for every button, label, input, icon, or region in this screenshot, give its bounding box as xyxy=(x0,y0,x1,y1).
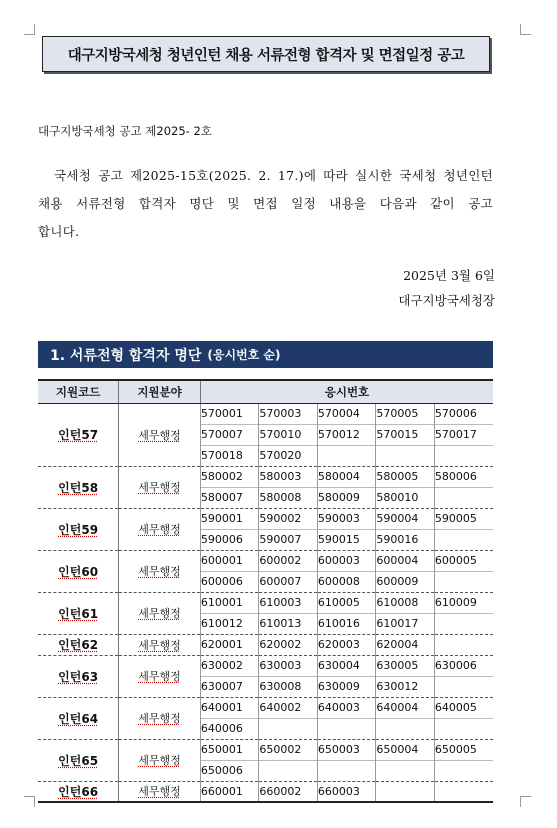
cell-applicant-number xyxy=(376,445,435,466)
field-text: 세무행정 xyxy=(138,481,181,494)
field-text: 세무행정 xyxy=(138,785,181,799)
cell-applicant-number: 610009 xyxy=(434,592,493,613)
cell-applicant-number: 640005 xyxy=(434,697,493,718)
cell-applicant-number: 600007 xyxy=(259,571,318,592)
cell-applicant-number: 630005 xyxy=(376,655,435,676)
cell-applicant-number xyxy=(376,760,435,781)
page-corner-mark xyxy=(520,24,531,35)
table-body xyxy=(38,403,493,802)
cell-applicant-number: 570001 xyxy=(200,403,259,424)
cell-applicant-number: 600002 xyxy=(259,550,318,571)
field-text: 세무행정 xyxy=(138,712,181,725)
page-corner-mark xyxy=(24,796,35,807)
table-row xyxy=(38,403,493,424)
cell-applicant-number: 570010 xyxy=(259,424,318,445)
cell-applicant-number: 620001 xyxy=(200,634,259,655)
cell-applicant-number: 650005 xyxy=(434,739,493,760)
cell-applicant-number: 580010 xyxy=(376,487,435,508)
cell-field xyxy=(119,508,201,550)
cell-code xyxy=(38,466,119,508)
notice-date: 2025년 3월 6일 xyxy=(403,268,495,283)
cell-applicant-number: 590005 xyxy=(434,508,493,529)
table-row xyxy=(38,508,493,529)
code-text: 인턴65 xyxy=(58,753,99,768)
cell-applicant-number: 640002 xyxy=(259,697,318,718)
code-text: 인턴58 xyxy=(58,480,99,495)
cell-applicant-number: 590015 xyxy=(317,529,376,550)
field-text: 세무행정 xyxy=(138,565,181,578)
cell-applicant-number: 590016 xyxy=(376,529,435,550)
applicant-table xyxy=(38,379,493,803)
cell-applicant-number: 610017 xyxy=(376,613,435,634)
cell-code xyxy=(38,781,119,802)
cell-code xyxy=(38,655,119,697)
cell-applicant-number: 640003 xyxy=(317,697,376,718)
cell-applicant-number: 570005 xyxy=(376,403,435,424)
cell-code xyxy=(38,739,119,781)
cell-applicant-number: 660002 xyxy=(259,781,318,802)
table-row xyxy=(38,781,493,802)
cell-applicant-number: 600005 xyxy=(434,550,493,571)
cell-field xyxy=(119,739,201,781)
cell-applicant-number: 610013 xyxy=(259,613,318,634)
section-title: 1. 서류전형 합격자 명단 xyxy=(50,347,202,364)
cell-applicant-number: 600004 xyxy=(376,550,435,571)
cell-applicant-number: 630007 xyxy=(200,676,259,697)
cell-applicant-number: 570018 xyxy=(200,445,259,466)
cell-applicant-number xyxy=(434,676,493,697)
cell-applicant-number: 650002 xyxy=(259,739,318,760)
document-title-text: 대구지방국세청 청년인턴 채용 서류전형 합격자 및 면접일정 공고 xyxy=(67,47,465,64)
cell-applicant-number xyxy=(434,781,493,802)
code-text: 인턴66 xyxy=(58,784,99,799)
field-text: 세무행정 xyxy=(138,638,181,652)
cell-applicant-number: 620004 xyxy=(376,634,435,655)
cell-applicant-number: 630009 xyxy=(317,676,376,697)
document-title xyxy=(42,36,490,72)
table-row xyxy=(38,466,493,487)
notice-signer: 대구지방국세청장 xyxy=(398,293,495,308)
cell-code xyxy=(38,592,119,634)
notice-number: 대구지방국세청 공고 제2025- 2호 xyxy=(38,124,212,138)
table-row xyxy=(38,592,493,613)
cell-applicant-number: 570015 xyxy=(376,424,435,445)
cell-applicant-number: 590003 xyxy=(317,508,376,529)
field-text: 세무행정 xyxy=(138,754,181,767)
field-text: 세무행정 xyxy=(138,523,181,536)
cell-applicant-number: 610008 xyxy=(376,592,435,613)
code-text: 인턴63 xyxy=(58,669,99,684)
cell-applicant-number: 570012 xyxy=(317,424,376,445)
header-field: 지원분야 xyxy=(119,380,201,403)
cell-applicant-number: 620002 xyxy=(259,634,318,655)
page-corner-mark xyxy=(24,24,35,35)
table-row xyxy=(38,739,493,760)
cell-field xyxy=(119,655,201,697)
cell-applicant-number: 630006 xyxy=(434,655,493,676)
cell-applicant-number: 590007 xyxy=(259,529,318,550)
cell-applicant-number xyxy=(434,445,493,466)
cell-applicant-number: 610016 xyxy=(317,613,376,634)
cell-applicant-number: 590006 xyxy=(200,529,259,550)
cell-applicant-number: 570007 xyxy=(200,424,259,445)
cell-field xyxy=(119,634,201,655)
cell-applicant-number: 630008 xyxy=(259,676,318,697)
cell-applicant-number xyxy=(317,445,376,466)
cell-applicant-number xyxy=(434,613,493,634)
cell-applicant-number: 580002 xyxy=(200,466,259,487)
cell-applicant-number: 660001 xyxy=(200,781,259,802)
field-text: 세무행정 xyxy=(138,428,181,442)
cell-applicant-number: 600001 xyxy=(200,550,259,571)
table-row xyxy=(38,655,493,676)
cell-applicant-number xyxy=(434,487,493,508)
cell-field xyxy=(119,592,201,634)
field-text: 세무행정 xyxy=(138,607,181,620)
cell-applicant-number: 650004 xyxy=(376,739,435,760)
cell-applicant-number xyxy=(317,760,376,781)
body-line: 국세청 공고 제2025-15호(2025. 2. 17.)에 따라 실시한 국세청 청년인턴 xyxy=(54,168,493,183)
cell-applicant-number xyxy=(259,718,318,739)
cell-applicant-number: 580008 xyxy=(259,487,318,508)
table-header-row xyxy=(38,380,493,403)
cell-applicant-number: 580004 xyxy=(317,466,376,487)
cell-applicant-number xyxy=(434,718,493,739)
cell-applicant-number xyxy=(259,760,318,781)
page-corner-mark xyxy=(520,796,531,807)
cell-applicant-number: 570003 xyxy=(259,403,318,424)
cell-applicant-number: 630002 xyxy=(200,655,259,676)
cell-applicant-number: 650003 xyxy=(317,739,376,760)
cell-applicant-number xyxy=(434,760,493,781)
cell-applicant-number: 580005 xyxy=(376,466,435,487)
cell-applicant-number: 630012 xyxy=(376,676,435,697)
cell-applicant-number: 570017 xyxy=(434,424,493,445)
cell-applicant-number: 640004 xyxy=(376,697,435,718)
cell-applicant-number: 630003 xyxy=(259,655,318,676)
section-header xyxy=(38,341,493,368)
cell-applicant-number xyxy=(434,529,493,550)
cell-applicant-number: 610001 xyxy=(200,592,259,613)
section-subtitle: (응시번호 순) xyxy=(207,348,281,362)
cell-field xyxy=(119,781,201,802)
cell-applicant-number: 580006 xyxy=(434,466,493,487)
code-text: 인턴62 xyxy=(58,638,99,652)
code-text: 인턴60 xyxy=(58,564,99,579)
cell-applicant-number: 620003 xyxy=(317,634,376,655)
cell-applicant-number: 570020 xyxy=(259,445,318,466)
cell-code xyxy=(38,634,119,655)
cell-applicant-number: 600009 xyxy=(376,571,435,592)
header-code: 지원코드 xyxy=(38,380,119,403)
cell-code xyxy=(38,550,119,592)
cell-applicant-number xyxy=(434,634,493,655)
cell-applicant-number: 570006 xyxy=(434,403,493,424)
cell-applicant-number: 630004 xyxy=(317,655,376,676)
body-line: 합니다. xyxy=(38,224,80,239)
cell-applicant-number: 650001 xyxy=(200,739,259,760)
cell-applicant-number: 580009 xyxy=(317,487,376,508)
cell-applicant-number: 650006 xyxy=(200,760,259,781)
cell-applicant-number: 590002 xyxy=(259,508,318,529)
cell-applicant-number xyxy=(317,718,376,739)
notice-body xyxy=(38,162,493,246)
cell-applicant-number: 570004 xyxy=(317,403,376,424)
cell-applicant-number: 610003 xyxy=(259,592,318,613)
cell-applicant-number: 590001 xyxy=(200,508,259,529)
cell-field xyxy=(119,550,201,592)
code-text: 인턴59 xyxy=(58,522,99,537)
cell-field xyxy=(119,403,201,466)
cell-applicant-number: 640006 xyxy=(200,718,259,739)
header-numbers: 응시번호 xyxy=(200,380,493,403)
cell-applicant-number: 580003 xyxy=(259,466,318,487)
cell-applicant-number xyxy=(376,781,435,802)
table-row xyxy=(38,550,493,571)
body-line: 채용 서류전형 합격자 명단 및 면접 일정 내용을 다음과 같이 공고 xyxy=(38,196,493,211)
cell-applicant-number: 600006 xyxy=(200,571,259,592)
table-row xyxy=(38,697,493,718)
cell-applicant-number: 610005 xyxy=(317,592,376,613)
cell-applicant-number xyxy=(376,718,435,739)
cell-applicant-number: 600008 xyxy=(317,571,376,592)
cell-field xyxy=(119,697,201,739)
cell-code xyxy=(38,508,119,550)
code-text: 인턴64 xyxy=(58,711,99,726)
code-text: 인턴61 xyxy=(58,606,99,621)
cell-applicant-number: 660003 xyxy=(317,781,376,802)
cell-code xyxy=(38,697,119,739)
field-text: 세무행정 xyxy=(138,670,181,683)
cell-applicant-number: 590004 xyxy=(376,508,435,529)
cell-applicant-number: 640001 xyxy=(200,697,259,718)
code-text: 인턴57 xyxy=(58,428,99,442)
cell-field xyxy=(119,466,201,508)
cell-applicant-number: 580007 xyxy=(200,487,259,508)
cell-applicant-number: 610012 xyxy=(200,613,259,634)
table-row xyxy=(38,634,493,655)
cell-applicant-number xyxy=(434,571,493,592)
cell-applicant-number: 600003 xyxy=(317,550,376,571)
cell-code xyxy=(38,403,119,466)
